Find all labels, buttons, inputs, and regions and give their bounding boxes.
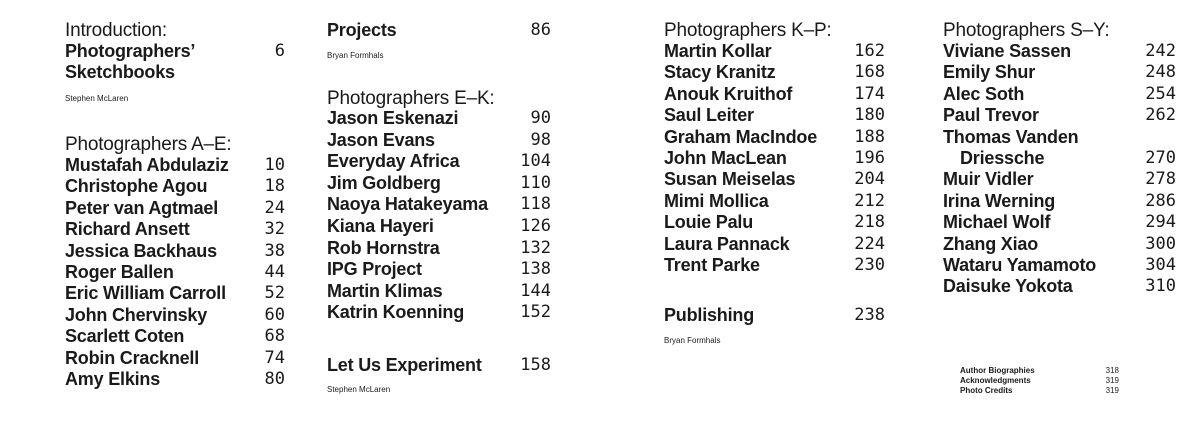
entry-page: 270	[1145, 148, 1176, 168]
entry-name: Jessica Backhaus	[65, 240, 217, 261]
section-heading-k-p: Photographers K–P:	[664, 20, 832, 41]
photographer-entry[interactable]	[664, 62, 885, 83]
photographer-entry[interactable]	[65, 219, 285, 240]
photographer-entry[interactable]	[664, 191, 885, 212]
entry-page: 242	[1145, 41, 1176, 61]
entry-name: John Chervinsky	[65, 304, 208, 325]
entry-name: Peter van Agtmael	[65, 197, 218, 218]
entry-page: 44	[264, 262, 285, 282]
entry-page: 126	[520, 216, 551, 236]
experiment-title: Let Us Experiment	[327, 355, 482, 375]
entry-page: 168	[854, 62, 885, 83]
photographer-entry[interactable]	[943, 234, 1176, 255]
photographer-entry[interactable]	[65, 326, 285, 347]
photographer-entry[interactable]	[664, 148, 885, 169]
projects-title: Projects	[327, 20, 397, 40]
entry-name: Saul Leiter	[664, 105, 754, 126]
entry-page: 10	[264, 155, 285, 175]
entry-page: 180	[854, 105, 885, 126]
photographer-entry[interactable]	[327, 281, 551, 302]
photographer-entry[interactable]	[664, 234, 885, 255]
photographer-entry[interactable]	[327, 216, 551, 237]
entry-name: Michael Wolf	[943, 212, 1051, 233]
photographer-entry[interactable]	[65, 348, 285, 369]
experiment-author: Stephen McLaren	[327, 385, 391, 394]
back-matter-page: 318	[1105, 366, 1119, 375]
entry-page: 162	[854, 41, 885, 61]
entry-page: 118	[520, 194, 551, 215]
photographer-entry[interactable]	[65, 369, 285, 390]
entry-name: Kiana Hayeri	[327, 216, 434, 236]
projects-row[interactable]	[327, 20, 551, 41]
photographer-entry[interactable]	[65, 305, 285, 326]
experiment-page: 158	[520, 355, 551, 375]
entry-name: Robin Cracknell	[65, 347, 200, 368]
photographer-entry[interactable]	[664, 169, 885, 190]
entry-page: 138	[520, 259, 551, 280]
photographer-entry[interactable]	[943, 276, 1176, 297]
section-heading-e-k: Photographers E–K:	[327, 88, 495, 109]
photographer-entry[interactable]	[327, 259, 551, 280]
entry-page: 104	[520, 151, 551, 172]
photographer-entry[interactable]	[943, 127, 1176, 148]
entry-name: Wataru Yamamoto	[943, 255, 1097, 275]
photographer-entry[interactable]	[664, 255, 885, 276]
entry-name: Emily Shur	[943, 62, 1036, 83]
photographer-entry[interactable]	[65, 198, 285, 219]
entry-page: 18	[264, 176, 285, 197]
entry-name: Martin Klimas	[327, 280, 443, 301]
entry-page: 196	[854, 148, 885, 168]
entry-name: Eric William Carroll	[65, 283, 226, 304]
entry-name: Christophe Agou	[65, 176, 208, 197]
entry-name: Graham MacIndoe	[664, 126, 818, 147]
entry-name: John MacLean	[664, 148, 787, 168]
intro-title-text: Photographers’	[65, 41, 196, 61]
photographer-entry[interactable]	[943, 212, 1176, 233]
photographer-entry[interactable]	[327, 173, 551, 194]
entry-name: Thomas Vanden	[943, 126, 1079, 147]
photographer-entry[interactable]	[943, 255, 1176, 276]
entry-page: 38	[264, 240, 285, 261]
photographer-entry[interactable]	[65, 155, 285, 176]
back-matter-name: Acknowledgments	[960, 376, 1031, 385]
entry-name: Louie Palu	[664, 212, 754, 233]
entry-page: 204	[854, 169, 885, 190]
photographer-entry[interactable]	[327, 108, 551, 129]
entry-name: Muir Vidler	[943, 169, 1034, 190]
photographer-entry[interactable]	[65, 176, 285, 197]
photographer-entry[interactable]	[327, 238, 551, 259]
entry-name: IPG Project	[327, 259, 422, 280]
intro-author: Stephen McLaren	[65, 94, 129, 103]
publishing-row[interactable]	[664, 305, 885, 326]
photographer-entry[interactable]	[943, 148, 1176, 169]
photographer-entry[interactable]	[327, 302, 551, 323]
entry-name: Paul Trevor	[943, 105, 1039, 126]
entry-name: Mimi Mollica	[664, 190, 769, 211]
section-heading-s-y: Photographers S–Y:	[943, 20, 1110, 41]
photographer-entry[interactable]	[943, 84, 1176, 105]
entry-page: 212	[854, 190, 885, 211]
publishing-author: Bryan Formhals	[664, 336, 721, 345]
entry-page: 98	[530, 129, 551, 150]
photographer-entry[interactable]	[664, 84, 885, 105]
intro-page: 6	[274, 41, 285, 61]
back-matter-page: 319	[1105, 386, 1119, 395]
entry-name: Alec Soth	[943, 83, 1025, 104]
entry-name: Stacy Kranitz	[664, 62, 776, 83]
entry-page: 110	[520, 172, 551, 193]
photographer-entry[interactable]	[327, 130, 551, 151]
photographer-entry[interactable]	[65, 241, 285, 262]
photographer-entry[interactable]	[943, 62, 1176, 83]
intro-heading: Introduction:	[65, 20, 167, 41]
photographer-entry[interactable]	[664, 212, 885, 233]
entry-page: 74	[264, 347, 285, 368]
back-matter-entry[interactable]	[960, 376, 1119, 386]
entry-name: Susan Meiselas	[664, 169, 796, 190]
back-matter-name: Author Biographies	[960, 366, 1035, 375]
entry-page: 68	[264, 326, 285, 347]
entry-name: Trent Parke	[664, 255, 760, 275]
projects-page: 86	[530, 20, 551, 40]
projects-author: Bryan Formhals	[327, 51, 384, 60]
intro-title-line-1[interactable]	[65, 41, 285, 62]
back-matter-entry[interactable]	[960, 366, 1119, 376]
intro-title-line-2[interactable]	[65, 62, 285, 83]
publishing-title: Publishing	[664, 305, 754, 325]
intro-title-text-2: Sketchbooks	[65, 62, 175, 82]
experiment-row[interactable]	[327, 355, 551, 376]
photographer-entry[interactable]	[65, 283, 285, 304]
back-matter-name: Photo Credits	[960, 386, 1013, 395]
entry-name: Martin Kollar	[664, 41, 772, 61]
photographer-entry[interactable]	[943, 191, 1176, 212]
entry-page: 144	[520, 280, 551, 301]
entry-name: Amy Elkins	[65, 369, 161, 389]
entry-name: Viviane Sassen	[943, 41, 1071, 61]
photographer-entry[interactable]	[327, 194, 551, 215]
entry-name: Laura Pannack	[664, 233, 790, 254]
entry-page: 300	[1145, 233, 1176, 254]
entry-page: 286	[1145, 190, 1176, 211]
entry-name: Jason Evans	[327, 129, 435, 150]
photographer-entry[interactable]	[664, 105, 885, 126]
entry-page: 294	[1145, 212, 1176, 233]
photographer-entry[interactable]	[943, 41, 1176, 62]
entry-name: Daisuke Yokota	[943, 276, 1073, 297]
entry-page: 278	[1145, 169, 1176, 190]
photographer-entry[interactable]	[65, 262, 285, 283]
entry-page: 52	[264, 283, 285, 304]
entry-page: 224	[854, 233, 885, 254]
entry-page: 230	[854, 255, 885, 275]
back-matter-page: 319	[1105, 376, 1119, 385]
entry-page: 152	[520, 302, 551, 323]
entry-name: Irina Werning	[943, 190, 1056, 211]
back-matter-entry[interactable]	[960, 386, 1119, 396]
entry-page: 60	[264, 304, 285, 325]
entry-name: Jason Eskenazi	[327, 108, 459, 128]
entry-page: 310	[1145, 276, 1176, 297]
entry-page: 174	[854, 83, 885, 104]
entry-name: Rob Hornstra	[327, 237, 440, 258]
photographer-entry[interactable]	[943, 105, 1176, 126]
entry-page: 262	[1145, 105, 1176, 126]
entry-name: Anouk Kruithof	[664, 83, 793, 104]
entry-name: Mustafah Abdulaziz	[65, 155, 229, 175]
entry-name: Driessche	[960, 148, 1045, 168]
photographer-entry[interactable]	[664, 41, 885, 62]
photographer-entry[interactable]	[664, 127, 885, 148]
entry-page: 80	[264, 369, 285, 389]
entry-page: 248	[1145, 62, 1176, 83]
entry-page: 304	[1145, 255, 1176, 275]
entry-name: Naoya Hatakeyama	[327, 194, 488, 215]
entry-page: 24	[264, 197, 285, 218]
entry-name: Zhang Xiao	[943, 233, 1039, 254]
entry-page: 132	[520, 237, 551, 258]
entry-name: Jim Goldberg	[327, 172, 441, 193]
entry-name: Roger Ballen	[65, 262, 174, 282]
section-heading-a-e: Photographers A–E:	[65, 134, 232, 155]
photographer-entry[interactable]	[327, 151, 551, 172]
entry-page: 188	[854, 126, 885, 147]
entry-name: Everyday Africa	[327, 151, 460, 172]
entry-page: 32	[264, 219, 285, 240]
entry-page: 254	[1145, 83, 1176, 104]
entry-page: 90	[530, 108, 551, 128]
entry-name: Scarlett Coten	[65, 326, 185, 347]
entry-name: Richard Ansett	[65, 219, 190, 240]
entry-page: 218	[854, 212, 885, 233]
publishing-page: 238	[854, 305, 885, 325]
entry-name: Katrin Koenning	[327, 302, 464, 323]
photographer-entry[interactable]	[943, 169, 1176, 190]
